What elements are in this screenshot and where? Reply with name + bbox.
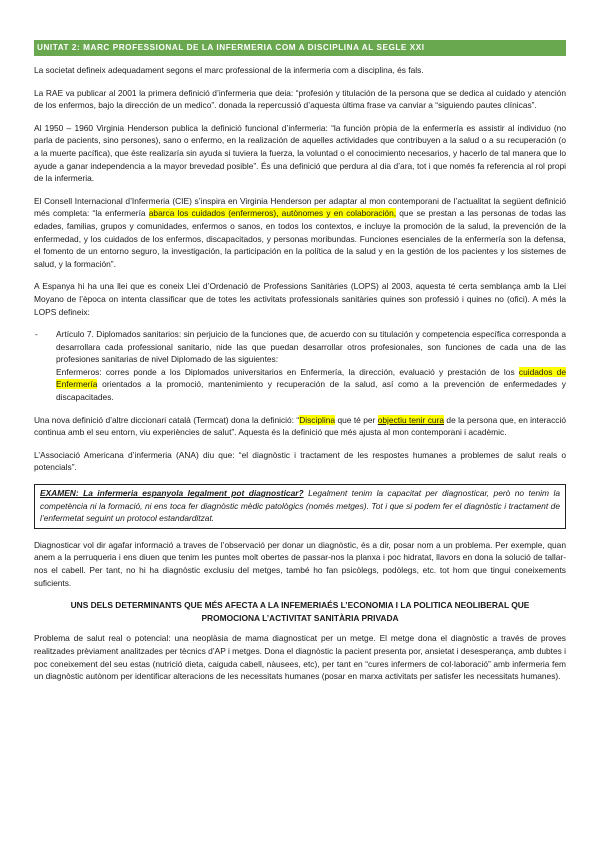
- cie-text-after: que se prestan a las personas de todas las edades, familias, grupos y comunidades, enfermos o sanos, en todos los contextos, e incluye la promoción de la salud, la prevención de la enfermedad, y los cuidados de los enfermos, discapacitados, y personas moribundas. Funciones esenciales de la enfermería son la defensa, el fomento de un entorno seguro, la investigación, la participación en la política de la salud y en la gestión de los pacientes y los sistemes de salud, y la formación”.: [34, 208, 566, 269]
- paragraph-termcat-definition: [34, 414, 566, 439]
- exam-question: EXAMEN: La infermeria espanyola legalment pot diagnosticar?: [40, 488, 304, 499]
- cie-highlight: abarca los cuidados (enfermeros), autònomes y en colaboración,: [148, 208, 397, 219]
- enfermeros-text-before: Enfermeros: corres ponde a los Diplomados universitarios en Enfermería, la dirección, evaluació y prestación de los: [56, 366, 519, 377]
- document-page: [34, 40, 566, 693]
- cie-text-before: El Consell Internacional d’Infermeria (CIE) s’inspira en Virginia Henderson per adaptar al mon contemporani de l’actualitat la següent definició més completa: “la enfermería: [34, 195, 566, 219]
- paragraph-henderson-definition: Al 1950 – 1960 Virginia Henderson publica la definició funcional d’infermeria: “la función pròpia de la enfermería es assistir al individuo (no parla de pacients, sino persones), sano o enfermo, en la realización de aquelles actividades que contribuyen a la salud o a su recuperación (o a la muerte pacífica), que éste realizaría sin ayuda si tuviera la fuerza, la voluntad o el conocimiento necesarios, y hacerlo de tal manera que lo ayude a ganar independencia a la mayor brevedad posible”. És una definició que perdura al dia d’ara, tot i que només fa referencia al rol propi de la infermeria.: [34, 122, 566, 184]
- enfermeros-text-after: orientados a la promoció, mantenimiento y recuperación de la salud, así como a la prevención de enfermedades y discapacitades.: [56, 379, 566, 403]
- termcat-text-before: Una nova definició d’altre diccionari català (Termcat) dona la definició: “: [34, 414, 300, 425]
- enfermeros-highlight: cuidados de Enfermería: [56, 366, 566, 390]
- paragraph-problema-salut: Problema de salut real o potencial: una neoplàsia de mama diagnosticat per un metge. El metge dona el diagnòstic a través de proves realitzades prèviament analitzades per tècnics d’AP i metges. Dona el diagnòstic la pacient presenta por, ansietat i desesperança, amb dubtes i poc coneixement del seu estas (nutrició dieta, caiguda cabell, nàusees, etc), per tant en “cures infermers de col·laboració” amb infermeria fem un diagnòstic autònom per identificar alteracions de les necessitats humanes (posar en marxa activitats per satisfer les necessitats humanes).: [34, 633, 566, 682]
- termcat-highlight-disciplina: Disciplina: [299, 414, 336, 425]
- section-heading: UNS DELS DETERMINANTS QUE MÉS AFECTA A LA INFEMERIAÉS L’ECONOMIA I LA POLITICA NEOLIBERAL QUE PROMOCIONA L’ACTIVITAT SANITÀRIA PRIVADA: [70, 600, 530, 623]
- list-item-body: [56, 328, 566, 404]
- termcat-text-mid: que té per: [335, 414, 378, 425]
- exam-answer: Legalment tenim la capacitat per diagnosticar, però no tenim la competència ni la formació, ni ens toca fer diagnòstic mèdic patològics (només metges). Tot i que si podem fer el diagnòstic i tractament de l’enfermetat seguint un protocol estandarditzat.: [40, 488, 560, 524]
- list-item: [34, 328, 566, 404]
- paragraph-cie-definition: [34, 195, 566, 271]
- termcat-text-after: de la persona que, en interacció continua amb el seu entorn, viu experiències de salut”. Aquesta és la definició que més ajusta al mon contemporani i acadèmic.: [34, 414, 566, 438]
- termcat-highlight-objectiu: objectiu tenir cura: [377, 414, 444, 425]
- paragraph-diagnosticar: Diagnosticar vol dir agafar informació a traves de l’observació per donar un diagnòstic, és a dir, posar nom a un problema. Per exemple, quan anem a la perruqueria i ens diuen que tenim les puntes molt obertes de passar-nos la planxa i poc hidratat, llavors en dona la solució de tallar-nos el cabell. Per tant, no hi ha diagnòstic exclusiu del metges, també ho fan psicòlegs, podòlegs, etc. tot hom que tingui coneixements suficients.: [34, 539, 566, 588]
- paragraph-intro: La societat defineix adequadament segons el marc professional de la infermeria com a disciplina, és fals.: [34, 65, 424, 75]
- enfermeros-text: [56, 366, 566, 404]
- paragraph-lops: A Espanya hi ha una llei que es coneix Llei d’Ordenació de Professions Sanitàries (LOPS) al 2003, aquesta té certa semblança amb la Llei Moyano de l’època on intenta classificar que de totes les activitats professionals sanitàries quines son professió i quines no (ofici). A més la LOPS defineix:: [34, 281, 566, 317]
- unit-title-banner: UNITAT 2: MARC PROFESSIONAL DE LA INFERMERIA COM A DISCIPLINA AL SEGLE XXI: [34, 40, 566, 56]
- list-bullet-dash: -: [35, 329, 38, 340]
- exam-note-box: [34, 484, 566, 529]
- article-7-text: Artículo 7. Diplomados sanitarios: sin perjuicio de la funciones que, de acuerdo con su titulación y competencia específica corresponda a desarrollara cada professional sanitario, nide las que puedan desarrollar otros profesionales, son funciones de cada una de las profesiones sanitarias de nivel Diplomado de las siguientes:: [56, 329, 566, 365]
- paragraph-rae-definition: La RAE va publicar al 2001 la primera definició d’infermeria que deia: “profesión y titulación de la persona que se dedica al cuidado y atención de los enfermos, bajo la dirección de un medico”. donada la repercussió d’aquesta última frase va canviar a “siguiendo pautes clínicas”.: [34, 87, 566, 111]
- paragraph-ana-definition: L’Associació Americana d’infermeria (ANA) diu que: “el diagnòstic i tractament de les respostes humanes a problemes de salut reals o potencials”.: [34, 449, 566, 473]
